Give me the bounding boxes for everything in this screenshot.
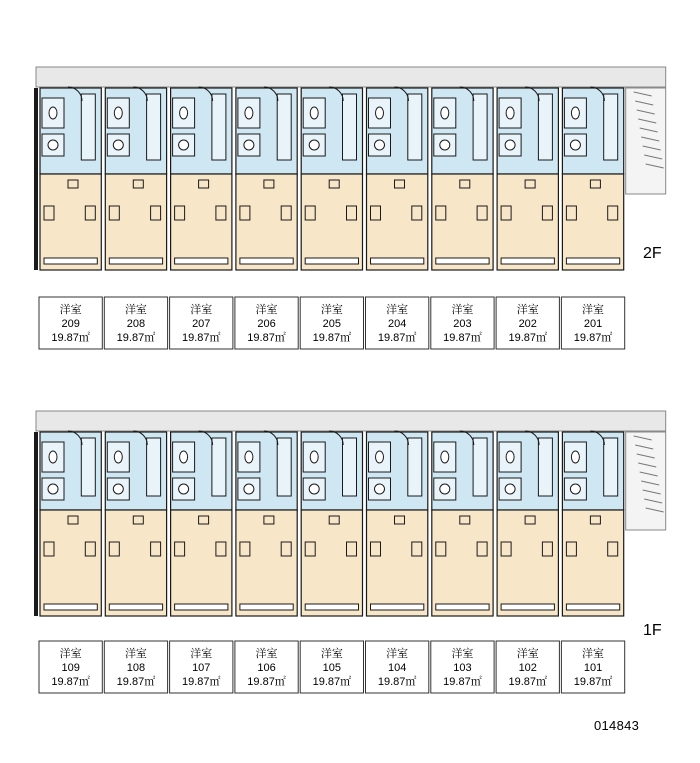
kitchen-counter: [147, 94, 161, 160]
window: [109, 258, 162, 264]
toilet-icon: [441, 107, 449, 119]
unit-number: 103: [453, 662, 472, 674]
corridor-band: [36, 411, 666, 431]
window: [44, 258, 97, 264]
unit-type: 洋室: [582, 304, 605, 316]
outer-wall: [34, 432, 38, 616]
unit-107: [171, 431, 232, 616]
toilet-icon: [506, 451, 514, 463]
room-area: [497, 510, 558, 616]
unit-area: 19.87㎡: [377, 676, 417, 688]
sink-icon: [179, 140, 189, 150]
unit-number: 202: [518, 318, 537, 330]
unit-area: 19.87㎡: [443, 332, 482, 344]
unit-type: 洋室: [190, 304, 213, 316]
unit-number: 209: [61, 318, 80, 330]
kitchen-counter: [604, 438, 618, 496]
unit-208: [105, 87, 166, 270]
window: [44, 604, 97, 610]
toilet-icon: [49, 107, 57, 119]
toilet-icon: [180, 107, 188, 119]
room-area: [105, 510, 166, 616]
window: [566, 604, 619, 610]
unit-label-box: [300, 641, 363, 693]
kitchen-counter: [81, 438, 95, 496]
window: [371, 258, 424, 264]
room-area: [367, 510, 428, 616]
unit-area: 19.87㎡: [573, 332, 613, 344]
unit-area: 19.87㎡: [508, 332, 548, 344]
unit-number: 208: [126, 318, 146, 330]
unit-type: 洋室: [320, 304, 343, 316]
kitchen-counter: [277, 438, 291, 496]
unit-207: [171, 87, 232, 270]
unit-label-box: [170, 641, 233, 693]
room-area: [40, 510, 101, 616]
unit-label-box: [104, 641, 167, 693]
unit-label-box: [496, 297, 559, 349]
unit-109: [40, 431, 101, 616]
window: [501, 258, 554, 264]
window: [566, 258, 619, 264]
kitchen-counter: [604, 94, 618, 160]
sink-icon: [48, 140, 58, 150]
unit-area: 19.87㎡: [312, 676, 352, 688]
unit-area: 19.87㎡: [247, 676, 286, 688]
unit-label-box: [170, 297, 233, 349]
kitchen-counter: [212, 438, 226, 496]
kitchen-counter: [473, 438, 487, 496]
unit-106: [236, 431, 297, 616]
kitchen-counter: [81, 94, 95, 160]
sink-icon: [48, 484, 58, 494]
unit-label-box: [300, 297, 363, 349]
unit-205: [301, 87, 362, 270]
unit-label-box: [366, 641, 429, 693]
toilet-icon: [376, 107, 384, 119]
window: [175, 258, 228, 264]
unit-101: [562, 431, 623, 616]
kitchen-counter: [277, 94, 291, 160]
unit-label-box: [235, 297, 298, 349]
unit-label-box: [431, 641, 494, 693]
unit-number: 107: [192, 662, 211, 674]
toilet-icon: [245, 451, 253, 463]
unit-type: 洋室: [516, 648, 539, 660]
sink-icon: [375, 140, 385, 150]
unit-number: 205: [322, 318, 342, 330]
window: [175, 604, 228, 610]
toilet-icon: [114, 451, 122, 463]
toilet-icon: [571, 451, 579, 463]
unit-type: 洋室: [124, 304, 147, 316]
unit-type: 洋室: [124, 648, 147, 660]
unit-label-box: [39, 297, 102, 349]
unit-area: 19.87㎡: [312, 332, 352, 344]
unit-label-box: [39, 641, 102, 693]
unit-number: 201: [583, 318, 603, 330]
unit-number: 104: [387, 662, 407, 674]
unit-area: 19.87㎡: [377, 332, 417, 344]
unit-area: 19.87㎡: [181, 676, 221, 688]
unit-number: 101: [583, 662, 603, 674]
unit-102: [497, 431, 558, 616]
unit-105: [301, 431, 362, 616]
unit-204: [367, 87, 428, 270]
unit-label-box: [496, 641, 559, 693]
room-area: [171, 510, 232, 616]
unit-108: [105, 431, 166, 616]
unit-label-box: [235, 641, 298, 693]
sink-icon: [244, 484, 254, 494]
unit-type: 洋室: [516, 304, 539, 316]
unit-number: 206: [257, 318, 276, 330]
window: [240, 604, 293, 610]
unit-104: [367, 431, 428, 616]
outer-wall: [34, 88, 38, 270]
toilet-icon: [376, 451, 384, 463]
toilet-icon: [571, 107, 579, 119]
unit-label-box: [104, 297, 167, 349]
stair-landing: [626, 432, 666, 530]
unit-type: 洋室: [386, 304, 409, 316]
unit-area: 19.87㎡: [116, 676, 156, 688]
unit-type: 洋室: [451, 648, 474, 660]
sink-icon: [113, 140, 123, 150]
kitchen-counter: [343, 438, 357, 496]
unit-area: 19.87㎡: [508, 676, 548, 688]
unit-label-box: [431, 297, 494, 349]
kitchen-counter: [538, 94, 552, 160]
toilet-icon: [310, 451, 318, 463]
unit-type: 洋室: [451, 304, 474, 316]
unit-206: [236, 87, 297, 270]
floor-1f-plan: [34, 411, 666, 693]
toilet-icon: [506, 107, 514, 119]
sink-icon: [309, 140, 319, 150]
unit-number: 108: [126, 662, 146, 674]
unit-203: [432, 87, 493, 270]
unit-area: 19.87㎡: [573, 676, 613, 688]
unit-type: 洋室: [320, 648, 343, 660]
room-area: [236, 510, 297, 616]
toilet-icon: [180, 451, 188, 463]
unit-number: 109: [61, 662, 80, 674]
kitchen-counter: [473, 94, 487, 160]
toilet-icon: [441, 451, 449, 463]
sink-icon: [570, 140, 580, 150]
unit-type: 洋室: [255, 304, 278, 316]
unit-number: 203: [453, 318, 472, 330]
unit-label-box: [561, 297, 624, 349]
toilet-icon: [114, 107, 122, 119]
unit-number: 102: [518, 662, 537, 674]
window: [305, 258, 358, 264]
window: [109, 604, 162, 610]
unit-type: 洋室: [386, 648, 409, 660]
sink-icon: [440, 484, 450, 494]
unit-type: 洋室: [255, 648, 278, 660]
unit-number: 207: [192, 318, 211, 330]
unit-209: [40, 87, 101, 270]
stair-landing: [626, 88, 666, 194]
property-code: 014843: [594, 718, 640, 733]
unit-type: 洋室: [582, 648, 605, 660]
kitchen-counter: [408, 94, 422, 160]
window: [436, 258, 489, 264]
unit-area: 19.87㎡: [51, 332, 90, 344]
unit-103: [432, 431, 493, 616]
floor-2f-plan: [34, 67, 666, 349]
sink-icon: [440, 140, 450, 150]
window: [371, 604, 424, 610]
unit-area: 19.87㎡: [51, 676, 90, 688]
sink-icon: [113, 484, 123, 494]
kitchen-counter: [538, 438, 552, 496]
sink-icon: [309, 484, 319, 494]
sink-icon: [244, 140, 254, 150]
unit-202: [497, 87, 558, 270]
window: [436, 604, 489, 610]
sink-icon: [375, 484, 385, 494]
floor-label-2f: 2F: [643, 245, 662, 262]
unit-area: 19.87㎡: [116, 332, 156, 344]
unit-201: [562, 87, 623, 270]
unit-label-box: [561, 641, 624, 693]
unit-number: 105: [322, 662, 342, 674]
unit-number: 106: [257, 662, 276, 674]
sink-icon: [505, 140, 515, 150]
unit-area: 19.87㎡: [443, 676, 482, 688]
room-area: [432, 510, 493, 616]
corridor-band: [36, 67, 666, 87]
sink-icon: [179, 484, 189, 494]
floor-label-1f: 1F: [643, 622, 662, 639]
unit-area: 19.87㎡: [247, 332, 286, 344]
window: [501, 604, 554, 610]
toilet-icon: [310, 107, 318, 119]
toilet-icon: [245, 107, 253, 119]
unit-type: 洋室: [59, 648, 82, 660]
room-area: [301, 510, 362, 616]
sink-icon: [505, 484, 515, 494]
unit-label-box: [366, 297, 429, 349]
unit-type: 洋室: [59, 304, 82, 316]
unit-number: 204: [387, 318, 407, 330]
unit-area: 19.87㎡: [181, 332, 221, 344]
unit-type: 洋室: [190, 648, 213, 660]
kitchen-counter: [212, 94, 226, 160]
room-area: [562, 510, 623, 616]
kitchen-counter: [343, 94, 357, 160]
window: [240, 258, 293, 264]
window: [305, 604, 358, 610]
toilet-icon: [49, 451, 57, 463]
kitchen-counter: [408, 438, 422, 496]
sink-icon: [570, 484, 580, 494]
kitchen-counter: [147, 438, 161, 496]
